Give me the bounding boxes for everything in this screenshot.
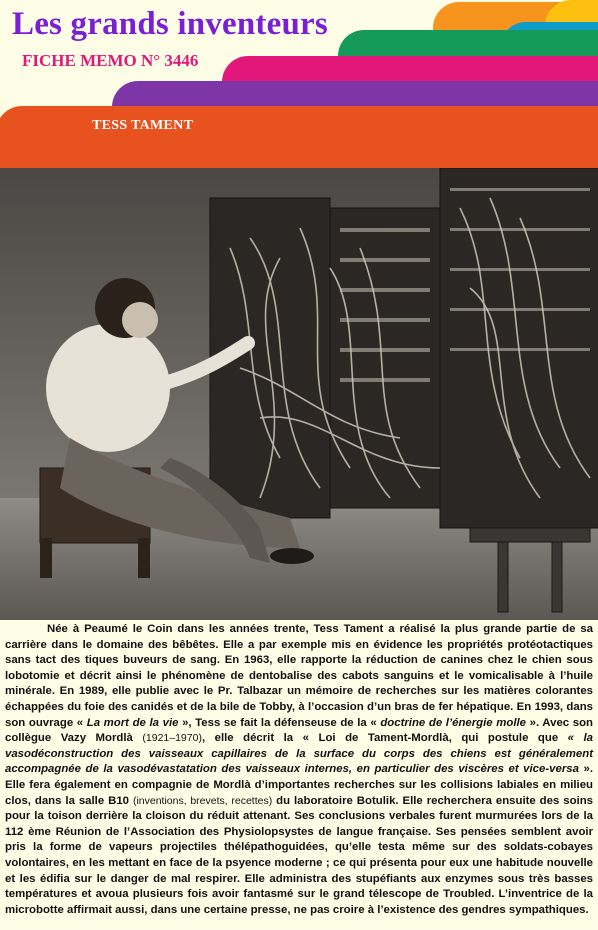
page-title: Les grands inventeurs [12,6,328,42]
header-banner [0,0,598,168]
decor-band-red-orange [0,106,598,168]
biography-text: Née à Peaumé le Coin dans les années trente, Tess Tament a réalisé la plus grande partie de sa carrière dans le domaine des bêbêtes. Elle a par exemple mis en évidence les propriétés protéotactiques sans tact des tiques buveurs de sang. En 1963, elle rapporte la réduction de canines chez le chien sous lobotomie et décrit ainsi le phénomène de dentobalise des cabots sanguins et le vomicalisable à l’huile minérale. En 1989, elle publie avec le Pr. Talbazar un mémoire de recherches sur les matières colorantes échappées du foie des canidés et de la bile de Tobby, à l’occasion d’un bras de fer hépatique. En 1993, dans son ouvrage « La mort de la vie », Tess se fait la défenseuse de la « doctrine de l’énergie molle ». Avec son collègue Vazy Mordlà (1921–1970), elle décrit la « Loi de Tament-Mordlà, qui postule que « la vasodéconstruction des vaisseaux capillaires de la surface du corps des chiens est généralement accompagnée de la vasodévastatation des vaisseaux internes, en particulier des viscères et vice-versa ». Elle fera également en compagnie de Mordlà d’importantes recherches sur les collisions labiales en milieu clos, dans la salle B10 (inventions, brevets, recettes) du laboratoire Botulik. Elle recherchera ensuite des soins pour la toison derrière la cloison du réduit attenant. Ses conclusions verbales furent murmurées lors de la 112 ème Réunion de l’Association des Physiolopsystes de langue française. Ses pensées semblent avoir pris la forme de vapeurs projectiles thélépathoguidées, qu’elle testa même sur des soldats-cobayes volontaires, en les mettant en face de la psyence moderne ; ce qui présenta pour eux une habitude nouvelle et les édifia sur le danger de mal respirer. Elle administra des stupéfiants aux enzymes sous très basses températures et avoua plusieurs fois avoir fantasmé sur le grand télescope de Troubled. L’inventrice de la microbotte affirmait aussi, dans une certaine presse, ne pas croire à l’existence des gendres sympathiques. [5,623,593,916]
inventor-name: TESS TAMENT [92,118,194,133]
memo-number: FICHE MEMO N° 3446 [22,51,199,70]
archival-photo [0,168,598,620]
